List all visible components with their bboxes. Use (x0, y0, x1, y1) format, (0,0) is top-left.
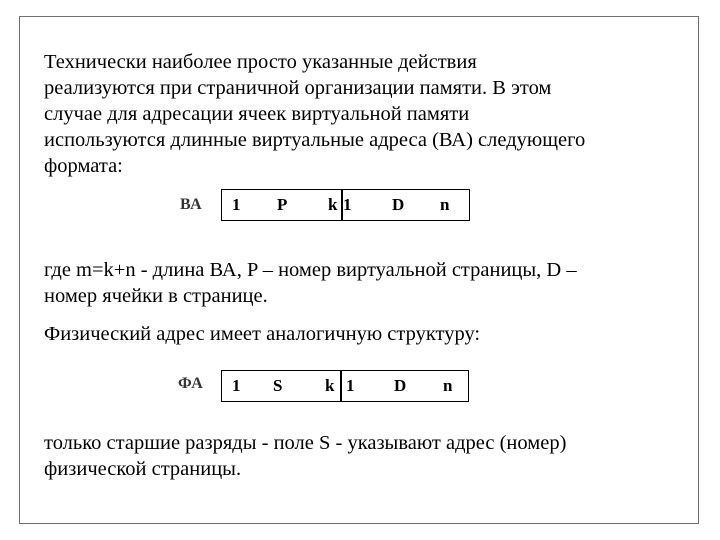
va-offset-field: D (392, 195, 405, 214)
fa-offset-field: D (394, 376, 407, 395)
conclusion-paragraph (44, 430, 566, 482)
va-page-field: P (277, 195, 288, 214)
va-format-label: ВА (180, 196, 203, 213)
fa-format-diagram (221, 370, 469, 402)
va-offset-end-bit: n (440, 195, 450, 214)
va-page-end-bit: k (328, 195, 338, 214)
intro-paragraph (44, 49, 585, 179)
explanation-paragraph (44, 257, 577, 309)
intro-line: случае для адресации ячеек виртуальной памяти (44, 103, 470, 125)
fa-field-divider (340, 370, 342, 402)
fa-page-start-bit: 1 (232, 376, 241, 395)
intro-line: Технически наиболее просто указанные действия (44, 51, 477, 73)
fa-page-end-bit: k (325, 376, 335, 395)
va-offset-start-bit: 1 (343, 195, 352, 214)
conclusion-line: физической страницы. (44, 458, 242, 480)
va-page-start-bit: 1 (232, 195, 241, 214)
intro-line: используются длинные виртуальные адреса (ВА) следующего (44, 129, 586, 151)
fa-page-field: S (273, 376, 283, 395)
physical-address-line: Физический адрес имеет аналогичную структуру: (44, 323, 481, 345)
intro-line: формата: (44, 155, 123, 177)
explanation-line: где m=k+n - длина ВА, P – номер виртуальной страницы, D – (44, 259, 577, 281)
explanation-line: номер ячейки в странице. (44, 285, 268, 307)
fa-offset-start-bit: 1 (346, 376, 355, 395)
physical-address-paragraph (44, 321, 480, 347)
intro-line: реализуются при страничной организации памяти. В этом (44, 77, 552, 99)
fa-offset-end-bit: n (443, 376, 453, 395)
conclusion-line: только старшие разряды - поле S - указывают адрес (номер) (44, 432, 567, 454)
fa-format-label: ФА (178, 375, 204, 392)
va-format-diagram (221, 189, 470, 221)
